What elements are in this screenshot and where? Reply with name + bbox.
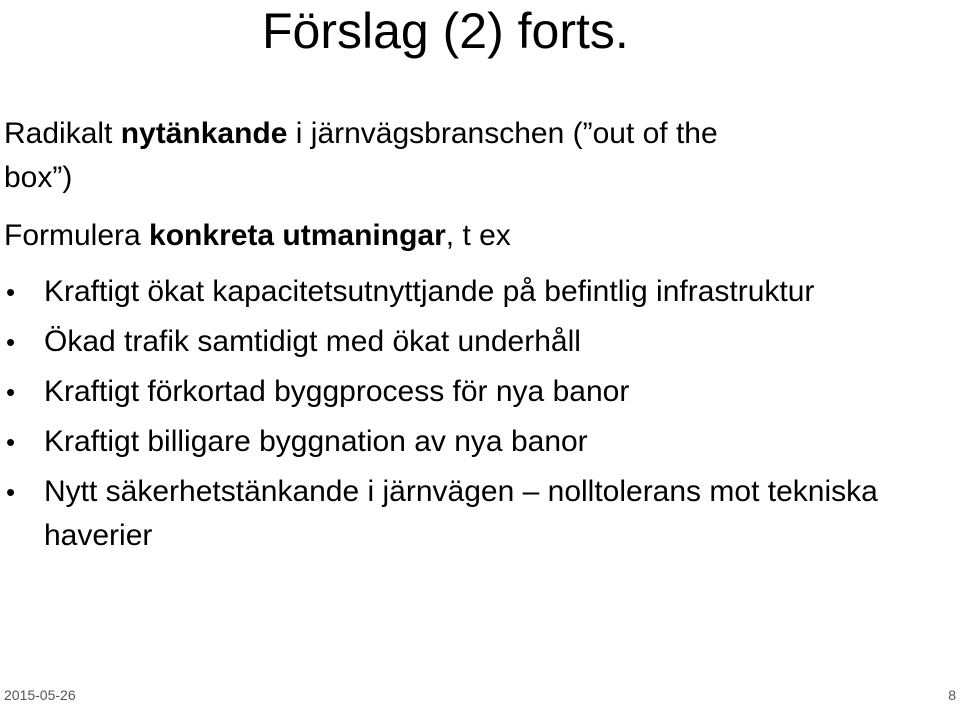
- intro-line-3: [4, 214, 511, 258]
- list-item: [0, 270, 950, 314]
- list-item: [0, 370, 950, 414]
- footer-page-number: 8: [948, 687, 956, 703]
- bullet-icon: •: [6, 427, 16, 457]
- intro-line-1: [4, 112, 718, 156]
- bullet-icon: •: [6, 277, 16, 307]
- bullet-icon: •: [6, 377, 16, 407]
- intro-line-1-post: i järnvägsbranschen (”out of the: [287, 117, 718, 150]
- bullet-icon: •: [6, 477, 16, 507]
- bullet-text: Nytt säkerhetstänkande i järnvägen – nolltolerans mot tekniska haverier: [44, 475, 878, 552]
- bullet-icon: •: [6, 327, 16, 357]
- intro-line-3-pre: Formulera: [4, 219, 150, 252]
- intro-line-3-bold: konkreta utmaningar: [149, 219, 446, 252]
- intro-line-1-bold: nytänkande: [120, 117, 288, 150]
- footer-date: 2015-05-26: [4, 687, 76, 703]
- bullet-text: Kraftigt billigare byggnation av nya banor: [44, 425, 588, 458]
- intro-line-3-post: , t ex: [445, 219, 511, 252]
- list-item: [0, 470, 950, 558]
- bullet-text: Kraftigt ökat kapacitetsutnyttjande på befintlig infrastruktur: [44, 275, 815, 308]
- bullet-text: Kraftigt förkortad byggprocess för nya banor: [44, 375, 630, 408]
- intro-line-2: box”): [4, 161, 73, 194]
- slide-title: Förslag (2) forts.: [262, 3, 629, 59]
- intro-line-1-pre: Radikalt: [4, 117, 121, 150]
- bullet-list: [0, 270, 950, 564]
- list-item: [0, 320, 950, 364]
- list-item: [0, 420, 950, 464]
- bullet-text: Ökad trafik samtidigt med ökat underhåll: [44, 325, 581, 358]
